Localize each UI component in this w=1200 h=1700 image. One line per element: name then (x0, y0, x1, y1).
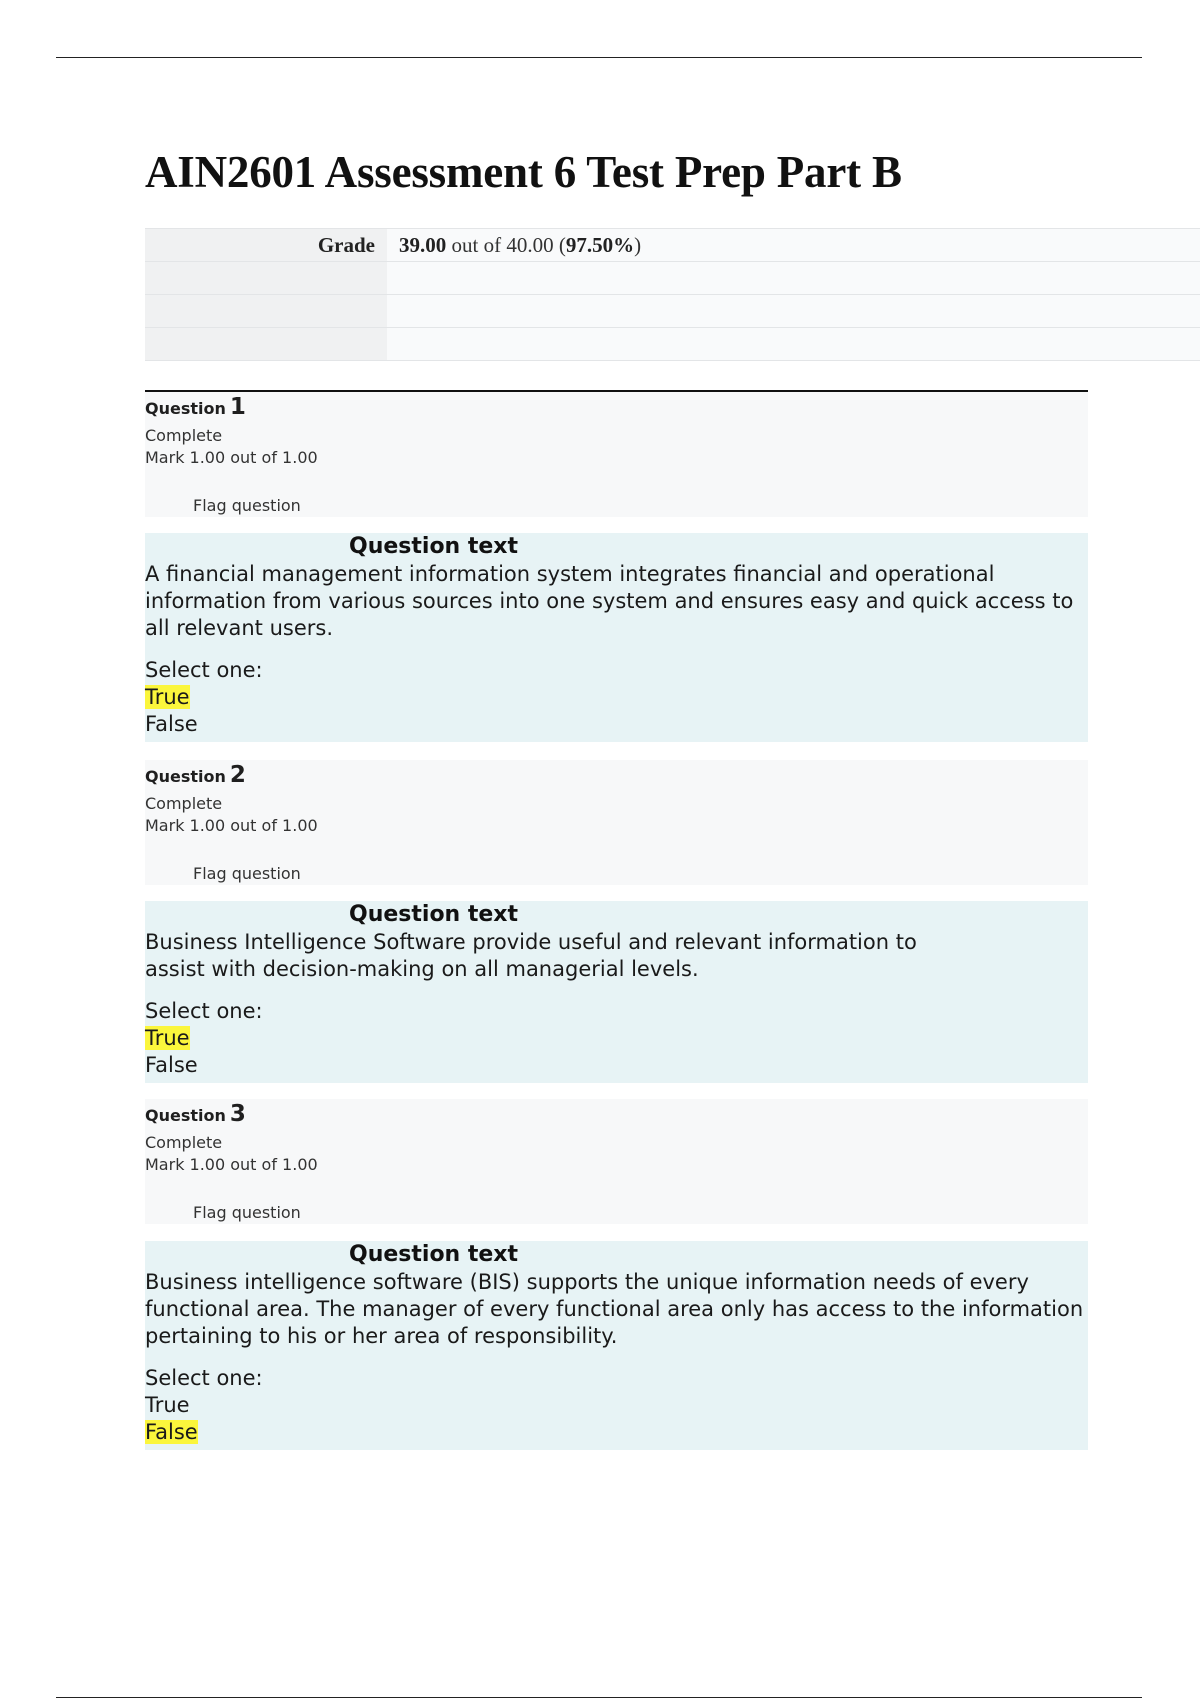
question-number: 2 (229, 762, 246, 788)
question-info-2 (145, 760, 1088, 885)
answer-option-false[interactable] (145, 711, 1088, 738)
flag-question-link[interactable]: Flag question (193, 864, 301, 883)
grade-summary-table (145, 228, 1200, 361)
question-text: Business Intelligence Software provide useful and relevant information to assist with decision-making on all managerial levels. (145, 930, 917, 981)
select-one-prompt: Select one: (145, 658, 263, 682)
select-one-prompt: Select one: (145, 999, 263, 1023)
question-word: Question (145, 1106, 226, 1125)
answer-option-false[interactable] (145, 1419, 1088, 1446)
answer-option-true[interactable] (145, 1025, 1088, 1052)
question-mark: Mark 1.00 out of 1.00 (145, 1155, 318, 1174)
summary-label-empty (145, 262, 387, 294)
grade-label: Grade (145, 229, 387, 261)
selected-answer: True (145, 685, 190, 709)
question-text-heading: Question text (349, 902, 519, 927)
answer-option-true[interactable] (145, 684, 1088, 711)
grade-score: 39.00 (399, 233, 447, 257)
question-word: Question (145, 399, 226, 418)
flag-question-link[interactable]: Flag question (193, 496, 301, 515)
answer-label: False (145, 712, 198, 736)
answer-label: True (145, 1393, 190, 1417)
question-state: Complete (145, 426, 223, 445)
bottom-rule (56, 1697, 1142, 1698)
answer-option-false[interactable] (145, 1052, 1088, 1079)
question-mark: Mark 1.00 out of 1.00 (145, 816, 318, 835)
grade-percent: 97.50% (565, 233, 635, 257)
selected-answer: True (145, 1026, 190, 1050)
grade-row (145, 228, 1200, 261)
question-number: 3 (229, 1101, 246, 1127)
flag-question-link[interactable]: Flag question (193, 1203, 301, 1222)
question-info-1 (145, 392, 1088, 517)
answer-label: False (145, 1053, 198, 1077)
summary-row-empty (145, 294, 1200, 327)
page-title: AIN2601 Assessment 6 Test Prep Part B (145, 147, 902, 197)
question-content-3 (145, 1241, 1088, 1450)
question-heading (145, 394, 246, 420)
question-heading (145, 1101, 246, 1127)
question-text-heading: Question text (349, 534, 519, 559)
summary-label-empty (145, 328, 387, 360)
question-mark: Mark 1.00 out of 1.00 (145, 448, 318, 467)
summary-label-empty (145, 295, 387, 327)
summary-row-empty (145, 261, 1200, 294)
selected-answer: False (145, 1420, 198, 1444)
question-word: Question (145, 767, 226, 786)
grade-close-paren: ) (634, 233, 642, 257)
summary-value-empty (387, 295, 1200, 327)
grade-out-of: out of 40.00 ( (446, 233, 566, 257)
question-content-1 (145, 533, 1088, 742)
summary-value-empty (387, 328, 1200, 360)
question-text: A financial management information system integrates financial and operational information from various sources into one system and ensures easy and quick access to all relevant users. (145, 562, 1074, 640)
question-number: 1 (229, 394, 246, 420)
question-text: Business intelligence software (BIS) supports the unique information needs of every functional area. The manager of every functional area only has access to the information pertaining to his or her area of responsibility. (145, 1270, 1084, 1348)
question-state: Complete (145, 1133, 223, 1152)
question-text-heading: Question text (349, 1242, 519, 1267)
question-heading (145, 762, 246, 788)
select-one-prompt: Select one: (145, 1366, 263, 1390)
question-state: Complete (145, 794, 223, 813)
summary-value-empty (387, 262, 1200, 294)
grade-value (387, 229, 1200, 261)
question-info-3 (145, 1099, 1088, 1224)
summary-row-empty (145, 327, 1200, 361)
answer-option-true[interactable] (145, 1392, 1088, 1419)
top-rule (56, 57, 1142, 58)
question-content-2 (145, 901, 1088, 1083)
